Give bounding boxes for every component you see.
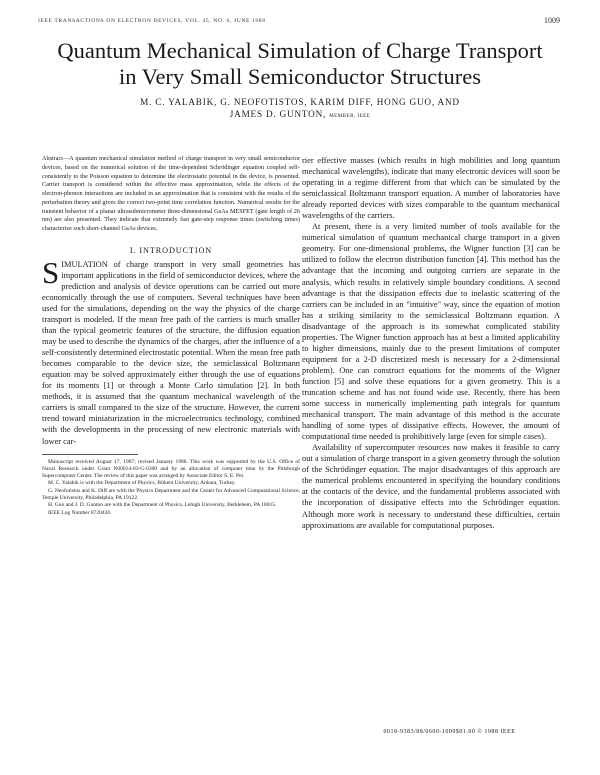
paper-title [30,38,570,90]
body-paragraph: At present, there is a very limited number of tools available for the numerical simulation of quantum mechanical charge transport in a given geometry. For one-dimensional problems, the Wigner function [3] can be utilized to follow the electron distribution function [4]. This method has the advantage that the incoming and outgoing carriers are separate in the analysis, which results in relatively simple boundary conditions. A second advantage is that the dissipation effects due to inelastic scattering of the carriers can be included in an "intuitive" way, since the equation of motion has a striking similarity to the semiclassical Boltzmann equation. A disadvantage of the approach is its somewhat complicated stability properties. The Wigner function approach has at best a limited applicability to higher dimensions, mainly due to the present limitations of computer equipment for a 2-D discretized mesh is necessary for a 2-dimensional problem). One can construct equations for the moments of the Wigner function [5] and solve these equations for a given geometry. This is a truncation scheme and has not found wide use. Recently, there has been some success in numerically implementing path integrals for quantum mechanical transport. The main advantage of this method is the accurate handling of some types of dissipative effects. However, the amount of computational time needed is prohibitively large (even for simple cases). [302,222,560,442]
authors-line-1: M. C. YALABIK, G. NEOFOTISTOS, KARIM DIFF, HONG GUO, AND [140,97,460,107]
title-line-2: in Very Small Semiconductor Structures [118,64,482,89]
author-membership: MEMBER, IEEE [329,114,371,119]
author-name: JAMES D. GUNTON, [229,109,327,119]
running-head: IEEE TRANSACTIONS ON ELECTRON DEVICES, VOL. 35, NO. 6, JUNE 1988 [38,18,266,24]
abstract: Abstract—A quantum mechanical simulation method of charge transport in very small semiconductor devices, based on the numerical solution of the time-dependent Schrödinger equation coupled self-consistently to the Poisson equation to determine the electrostatic potential in the device, is presented. Carrier transport is considered within the effective mass approximation, while the effects of the electron-phonon interactions are included in an approximation that is consistent with the results of the perturbation theory and gives the correct two-point time correlation function. Numerical results for the transient behavior of a planar ultrasubmicrometer three-dimensional GaAs MESFET (gate length of 26 nm) are also presented. They indicate that extremely fast gate-step response times (switching times) characterize such short-channel GaAs devices. [42,155,300,232]
left-column [42,155,300,517]
footnote: G. Neofotistos and K. Diff are with the Physics Department and the Center for Advanced Computational Science, Temple University, Philadelphia, PA 19122. [42,487,300,502]
author-list [70,96,530,123]
copyright-code: 0018-9383/88/0600-1009$01.00 © 1988 IEEE [383,729,516,735]
drop-cap: S [42,254,60,290]
authors-line-2 [70,108,530,123]
body-paragraph: Availability of supercomputer resources now makes it feasible to carry out a simulation of charge transport in a given geometry through the solution of the Schrödinger equation. The major disadvantages of this approach are the numerical problems encountered in specifying the boundary conditions at the contacts of the device, and the fundamental problems associated with the incorporation of dissipative effects into the Schrödinger equation. Although more work is necessary to understand these difficulties, certain approximations are available for computational purposes. [302,443,560,530]
intro-paragraph [42,254,300,447]
section-heading-introduction: I. INTRODUCTION [129,245,213,255]
footnote: H. Guo and J. D. Gunton are with the Department of Physics, Lehigh University, Bethlehem, PA 18015. [48,502,277,509]
footnote: IEEE Log Number 8720420. [48,509,112,516]
title-line-1: Quantum Mechanical Simulation of Charge Transport [57,38,543,63]
body-paragraph: rier effective masses (which results in high mobilities and long quantum mechanical wavelengths), indicate that many electronic devices will soon be operating in a regime different from that which can be simulated by the semiclassical Boltzmann transport equation. A number of laboratories have already reported devices with sizes comparable to the quantum mechanical wavelengths of the carriers. [302,156,560,221]
footnotes [42,459,300,517]
right-column [302,155,560,531]
footnote: Manuscript received August 17, 1987; revised January 1988. This work was supported by the U.S. Office of Naval Research under Grant N00014-83-G-0300 and by an allocation of computer time by the Pittsburgh Supercomputer Center. The review of this paper was arranged by Associate Editor S. E. Pei. [42,458,300,480]
footnote: M. C. Yalabik is with the Department of Physics, Bilkent University, Ankara, Turkey. [48,480,236,487]
page-number: 1009 [544,16,560,25]
footnote-rule [42,454,138,455]
intro-text: IMULATION of charge transport in very small geometries has important applications in the field of semiconductor devices, where the prediction and analysis of device operations can be carried out more economically through the use of computers. Several techniques have been used for the simulations, depending on the way the physics of the charge transport is modeled. If the mean free path of the carriers is much smaller than the typical geometric features of the structure, the diffusion equation may be used to describe the dynamics of the charges, after the influence of a self-consistently determined electrostatic potential. When the mean free path becomes comparable to the device size, the semiclassical Boltzmann equation may be solved approximately either through the use of equations for its moments [1] or through a Monte Carlo simulation [2]. In both methods, it is assumed that the quantum mechanical wavelength of the carriers is small compared to the size of the structure. However, the current trend toward miniaturization in the microelectronics technology, combined with the developments in the processing of new electronic materials with lower car- [42,259,300,446]
